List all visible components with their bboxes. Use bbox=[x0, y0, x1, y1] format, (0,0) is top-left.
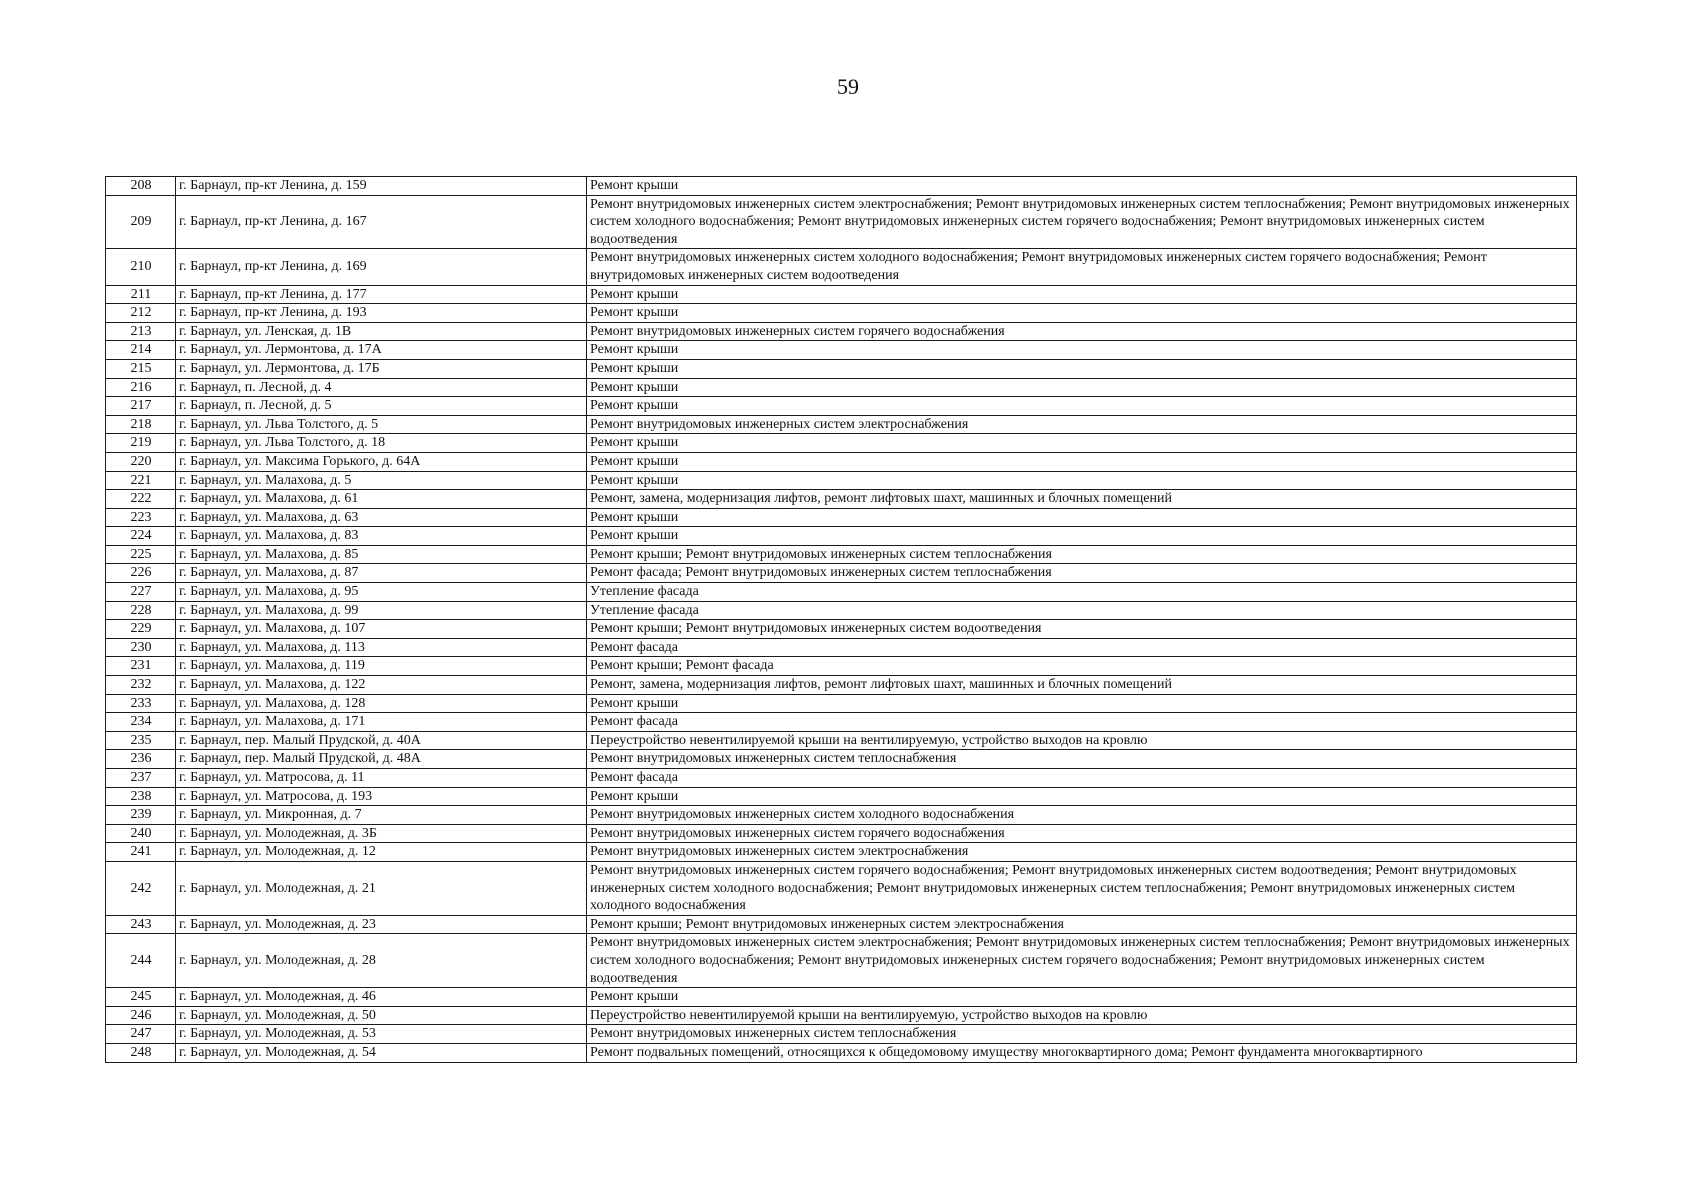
work-type-cell: Ремонт внутридомовых инженерных систем горячего водоснабжения bbox=[587, 824, 1577, 843]
address-cell: г. Барнаул, ул. Матросова, д. 11 bbox=[176, 769, 587, 788]
address-cell: г. Барнаул, ул. Малахова, д. 122 bbox=[176, 676, 587, 695]
address-cell: г. Барнаул, ул. Молодежная, д. 21 bbox=[176, 861, 587, 915]
row-number-cell: 225 bbox=[106, 545, 176, 564]
work-type-cell: Ремонт крыши bbox=[587, 285, 1577, 304]
row-number-cell: 219 bbox=[106, 434, 176, 453]
row-number-cell: 214 bbox=[106, 341, 176, 360]
row-number-cell: 211 bbox=[106, 285, 176, 304]
table-row bbox=[106, 988, 1577, 1007]
table-row bbox=[106, 322, 1577, 341]
row-number-cell: 224 bbox=[106, 527, 176, 546]
work-type-cell: Ремонт фасада bbox=[587, 638, 1577, 657]
row-number-cell: 215 bbox=[106, 359, 176, 378]
work-type-cell: Ремонт внутридомовых инженерных систем электроснабжения bbox=[587, 843, 1577, 862]
address-cell: г. Барнаул, ул. Молодежная, д. 50 bbox=[176, 1006, 587, 1025]
table-row bbox=[106, 341, 1577, 360]
table-row bbox=[106, 415, 1577, 434]
table-row bbox=[106, 359, 1577, 378]
row-number-cell: 212 bbox=[106, 304, 176, 323]
row-number-cell: 237 bbox=[106, 769, 176, 788]
address-cell: г. Барнаул, ул. Малахова, д. 87 bbox=[176, 564, 587, 583]
address-cell: г. Барнаул, ул. Лермонтова, д. 17А bbox=[176, 341, 587, 360]
work-type-cell: Ремонт крыши bbox=[587, 304, 1577, 323]
address-cell: г. Барнаул, ул. Ленская, д. 1В bbox=[176, 322, 587, 341]
table-row bbox=[106, 638, 1577, 657]
work-type-cell: Ремонт крыши; Ремонт внутридомовых инженерных систем теплоснабжения bbox=[587, 545, 1577, 564]
row-number-cell: 245 bbox=[106, 988, 176, 1007]
table-row bbox=[106, 750, 1577, 769]
address-cell: г. Барнаул, ул. Малахова, д. 171 bbox=[176, 713, 587, 732]
address-cell: г. Барнаул, пр-кт Ленина, д. 177 bbox=[176, 285, 587, 304]
work-type-cell: Ремонт крыши; Ремонт внутридомовых инженерных систем электроснабжения bbox=[587, 915, 1577, 934]
table-row bbox=[106, 434, 1577, 453]
table-row bbox=[106, 694, 1577, 713]
address-cell: г. Барнаул, пр-кт Ленина, д. 193 bbox=[176, 304, 587, 323]
address-cell: г. Барнаул, пр-кт Ленина, д. 169 bbox=[176, 249, 587, 285]
work-type-cell: Ремонт фасада bbox=[587, 769, 1577, 788]
address-cell: г. Барнаул, ул. Молодежная, д. 3Б bbox=[176, 824, 587, 843]
work-type-cell: Ремонт внутридомовых инженерных систем электроснабжения; Ремонт внутридомовых инженерных систем теплоснабжения; Ремонт внутридомовых инженерных систем холодного водоснабжения; Ремонт внутридомовых инженерных систем горячего водоснабжения; Ремонт внутридомовых инженерных систем водоотведения bbox=[587, 195, 1577, 249]
address-cell: г. Барнаул, ул. Молодежная, д. 28 bbox=[176, 934, 587, 988]
row-number-cell: 229 bbox=[106, 620, 176, 639]
work-type-cell: Ремонт внутридомовых инженерных систем холодного водоснабжения bbox=[587, 806, 1577, 825]
table-row bbox=[106, 452, 1577, 471]
work-type-cell: Ремонт внутридомовых инженерных систем горячего водоснабжения; Ремонт внутридомовых инженерных систем водоотведения; Ремонт внутридомовых инженерных систем холодного водоснабжения; Ремонт внутридомовых инженерных систем теплоснабжения; Ремонт внутридомовых инженерных систем холодного водоснабжения bbox=[587, 861, 1577, 915]
address-cell: г. Барнаул, ул. Молодежная, д. 54 bbox=[176, 1043, 587, 1062]
table-row bbox=[106, 249, 1577, 285]
work-type-cell: Утепление фасада bbox=[587, 583, 1577, 602]
table-row bbox=[106, 824, 1577, 843]
row-number-cell: 244 bbox=[106, 934, 176, 988]
work-type-cell: Ремонт внутридомовых инженерных систем горячего водоснабжения bbox=[587, 322, 1577, 341]
address-cell: г. Барнаул, ул. Молодежная, д. 23 bbox=[176, 915, 587, 934]
table-row bbox=[106, 1025, 1577, 1044]
row-number-cell: 220 bbox=[106, 452, 176, 471]
work-type-cell: Ремонт крыши bbox=[587, 452, 1577, 471]
work-type-cell: Переустройство невентилируемой крыши на вентилируемую, устройство выходов на кровлю bbox=[587, 731, 1577, 750]
table-row bbox=[106, 934, 1577, 988]
work-type-cell: Переустройство невентилируемой крыши на вентилируемую, устройство выходов на кровлю bbox=[587, 1006, 1577, 1025]
row-number-cell: 232 bbox=[106, 676, 176, 695]
address-cell: г. Барнаул, пер. Малый Прудской, д. 48А bbox=[176, 750, 587, 769]
address-cell: г. Барнаул, ул. Малахова, д. 63 bbox=[176, 508, 587, 527]
work-type-cell: Ремонт крыши bbox=[587, 694, 1577, 713]
work-type-cell: Ремонт крыши bbox=[587, 434, 1577, 453]
row-number-cell: 243 bbox=[106, 915, 176, 934]
row-number-cell: 222 bbox=[106, 490, 176, 509]
row-number-cell: 246 bbox=[106, 1006, 176, 1025]
row-number-cell: 241 bbox=[106, 843, 176, 862]
address-cell: г. Барнаул, ул. Максима Горького, д. 64А bbox=[176, 452, 587, 471]
row-number-cell: 233 bbox=[106, 694, 176, 713]
work-type-cell: Ремонт внутридомовых инженерных систем теплоснабжения bbox=[587, 1025, 1577, 1044]
table-row bbox=[106, 545, 1577, 564]
row-number-cell: 210 bbox=[106, 249, 176, 285]
row-number-cell: 235 bbox=[106, 731, 176, 750]
row-number-cell: 217 bbox=[106, 397, 176, 416]
table-row bbox=[106, 731, 1577, 750]
row-number-cell: 209 bbox=[106, 195, 176, 249]
address-cell: г. Барнаул, ул. Малахова, д. 85 bbox=[176, 545, 587, 564]
table-row bbox=[106, 620, 1577, 639]
work-type-cell: Ремонт крыши bbox=[587, 341, 1577, 360]
table-row bbox=[106, 583, 1577, 602]
address-cell: г. Барнаул, ул. Малахова, д. 95 bbox=[176, 583, 587, 602]
row-number-cell: 236 bbox=[106, 750, 176, 769]
table-row bbox=[106, 915, 1577, 934]
address-cell: г. Барнаул, ул. Матросова, д. 193 bbox=[176, 787, 587, 806]
address-cell: г. Барнаул, ул. Малахова, д. 83 bbox=[176, 527, 587, 546]
work-type-cell: Ремонт фасада bbox=[587, 713, 1577, 732]
work-type-cell: Ремонт крыши bbox=[587, 397, 1577, 416]
table-row bbox=[106, 676, 1577, 695]
address-cell: г. Барнаул, пр-кт Ленина, д. 167 bbox=[176, 195, 587, 249]
address-cell: г. Барнаул, ул. Малахова, д. 119 bbox=[176, 657, 587, 676]
table-body bbox=[106, 177, 1577, 1063]
address-cell: г. Барнаул, ул. Малахова, д. 113 bbox=[176, 638, 587, 657]
repair-works-table bbox=[105, 176, 1577, 1063]
table-row bbox=[106, 861, 1577, 915]
row-number-cell: 247 bbox=[106, 1025, 176, 1044]
address-cell: г. Барнаул, ул. Малахова, д. 61 bbox=[176, 490, 587, 509]
row-number-cell: 242 bbox=[106, 861, 176, 915]
work-type-cell: Ремонт крыши bbox=[587, 471, 1577, 490]
table-row bbox=[106, 806, 1577, 825]
row-number-cell: 226 bbox=[106, 564, 176, 583]
table-row bbox=[106, 843, 1577, 862]
address-cell: г. Барнаул, ул. Лермонтова, д. 17Б bbox=[176, 359, 587, 378]
row-number-cell: 234 bbox=[106, 713, 176, 732]
table-row bbox=[106, 397, 1577, 416]
row-number-cell: 223 bbox=[106, 508, 176, 527]
work-type-cell: Ремонт внутридомовых инженерных систем холодного водоснабжения; Ремонт внутридомовых инженерных систем горячего водоснабжения; Ремонт внутридомовых инженерных систем водоотведения bbox=[587, 249, 1577, 285]
row-number-cell: 228 bbox=[106, 601, 176, 620]
work-type-cell: Ремонт подвальных помещений, относящихся к общедомовому имуществу многоквартирного дома; Ремонт фундамента многоквартирного bbox=[587, 1043, 1577, 1062]
address-cell: г. Барнаул, ул. Малахова, д. 5 bbox=[176, 471, 587, 490]
address-cell: г. Барнаул, пер. Малый Прудской, д. 40А bbox=[176, 731, 587, 750]
work-type-cell: Ремонт внутридомовых инженерных систем электроснабжения bbox=[587, 415, 1577, 434]
work-type-cell: Ремонт крыши bbox=[587, 527, 1577, 546]
work-type-cell: Ремонт фасада; Ремонт внутридомовых инженерных систем теплоснабжения bbox=[587, 564, 1577, 583]
table-row bbox=[106, 713, 1577, 732]
address-cell: г. Барнаул, ул. Молодежная, д. 46 bbox=[176, 988, 587, 1007]
address-cell: г. Барнаул, ул. Малахова, д. 128 bbox=[176, 694, 587, 713]
row-number-cell: 238 bbox=[106, 787, 176, 806]
row-number-cell: 218 bbox=[106, 415, 176, 434]
table-row bbox=[106, 490, 1577, 509]
row-number-cell: 230 bbox=[106, 638, 176, 657]
work-type-cell: Ремонт крыши bbox=[587, 988, 1577, 1007]
table-row bbox=[106, 285, 1577, 304]
table-row bbox=[106, 657, 1577, 676]
row-number-cell: 213 bbox=[106, 322, 176, 341]
row-number-cell: 248 bbox=[106, 1043, 176, 1062]
address-cell: г. Барнаул, ул. Льва Толстого, д. 5 bbox=[176, 415, 587, 434]
row-number-cell: 231 bbox=[106, 657, 176, 676]
row-number-cell: 221 bbox=[106, 471, 176, 490]
work-type-cell: Ремонт крыши bbox=[587, 359, 1577, 378]
work-type-cell: Ремонт крыши bbox=[587, 378, 1577, 397]
page-number: 59 bbox=[837, 74, 859, 99]
table-row bbox=[106, 471, 1577, 490]
address-cell: г. Барнаул, ул. Микронная, д. 7 bbox=[176, 806, 587, 825]
address-cell: г. Барнаул, ул. Малахова, д. 99 bbox=[176, 601, 587, 620]
row-number-cell: 239 bbox=[106, 806, 176, 825]
table-row bbox=[106, 304, 1577, 323]
table-row bbox=[106, 787, 1577, 806]
work-type-cell: Утепление фасада bbox=[587, 601, 1577, 620]
work-type-cell: Ремонт, замена, модернизация лифтов, ремонт лифтовых шахт, машинных и блочных помещений bbox=[587, 490, 1577, 509]
work-type-cell: Ремонт крыши; Ремонт внутридомовых инженерных систем водоотведения bbox=[587, 620, 1577, 639]
address-cell: г. Барнаул, ул. Малахова, д. 107 bbox=[176, 620, 587, 639]
row-number-cell: 208 bbox=[106, 177, 176, 196]
address-cell: г. Барнаул, ул. Молодежная, д. 12 bbox=[176, 843, 587, 862]
address-cell: г. Барнаул, п. Лесной, д. 4 bbox=[176, 378, 587, 397]
row-number-cell: 240 bbox=[106, 824, 176, 843]
table-row bbox=[106, 527, 1577, 546]
work-type-cell: Ремонт крыши bbox=[587, 508, 1577, 527]
work-type-cell: Ремонт внутридомовых инженерных систем теплоснабжения bbox=[587, 750, 1577, 769]
work-type-cell: Ремонт крыши bbox=[587, 787, 1577, 806]
work-type-cell: Ремонт крыши bbox=[587, 177, 1577, 196]
table-row bbox=[106, 508, 1577, 527]
address-cell: г. Барнаул, пр-кт Ленина, д. 159 bbox=[176, 177, 587, 196]
table-row bbox=[106, 564, 1577, 583]
row-number-cell: 227 bbox=[106, 583, 176, 602]
table-row bbox=[106, 601, 1577, 620]
table-row bbox=[106, 1006, 1577, 1025]
address-cell: г. Барнаул, ул. Льва Толстого, д. 18 bbox=[176, 434, 587, 453]
row-number-cell: 216 bbox=[106, 378, 176, 397]
table-row bbox=[106, 177, 1577, 196]
work-type-cell: Ремонт внутридомовых инженерных систем электроснабжения; Ремонт внутридомовых инженерных систем теплоснабжения; Ремонт внутридомовых инженерных систем холодного водоснабжения; Ремонт внутридомовых инженерных систем горячего водоснабжения; Ремонт внутридомовых инженерных систем водоотведения bbox=[587, 934, 1577, 988]
address-cell: г. Барнаул, ул. Молодежная, д. 53 bbox=[176, 1025, 587, 1044]
table-row bbox=[106, 769, 1577, 788]
table-row bbox=[106, 378, 1577, 397]
work-type-cell: Ремонт, замена, модернизация лифтов, ремонт лифтовых шахт, машинных и блочных помещений bbox=[587, 676, 1577, 695]
work-type-cell: Ремонт крыши; Ремонт фасада bbox=[587, 657, 1577, 676]
address-cell: г. Барнаул, п. Лесной, д. 5 bbox=[176, 397, 587, 416]
table-row bbox=[106, 195, 1577, 249]
table-row bbox=[106, 1043, 1577, 1062]
